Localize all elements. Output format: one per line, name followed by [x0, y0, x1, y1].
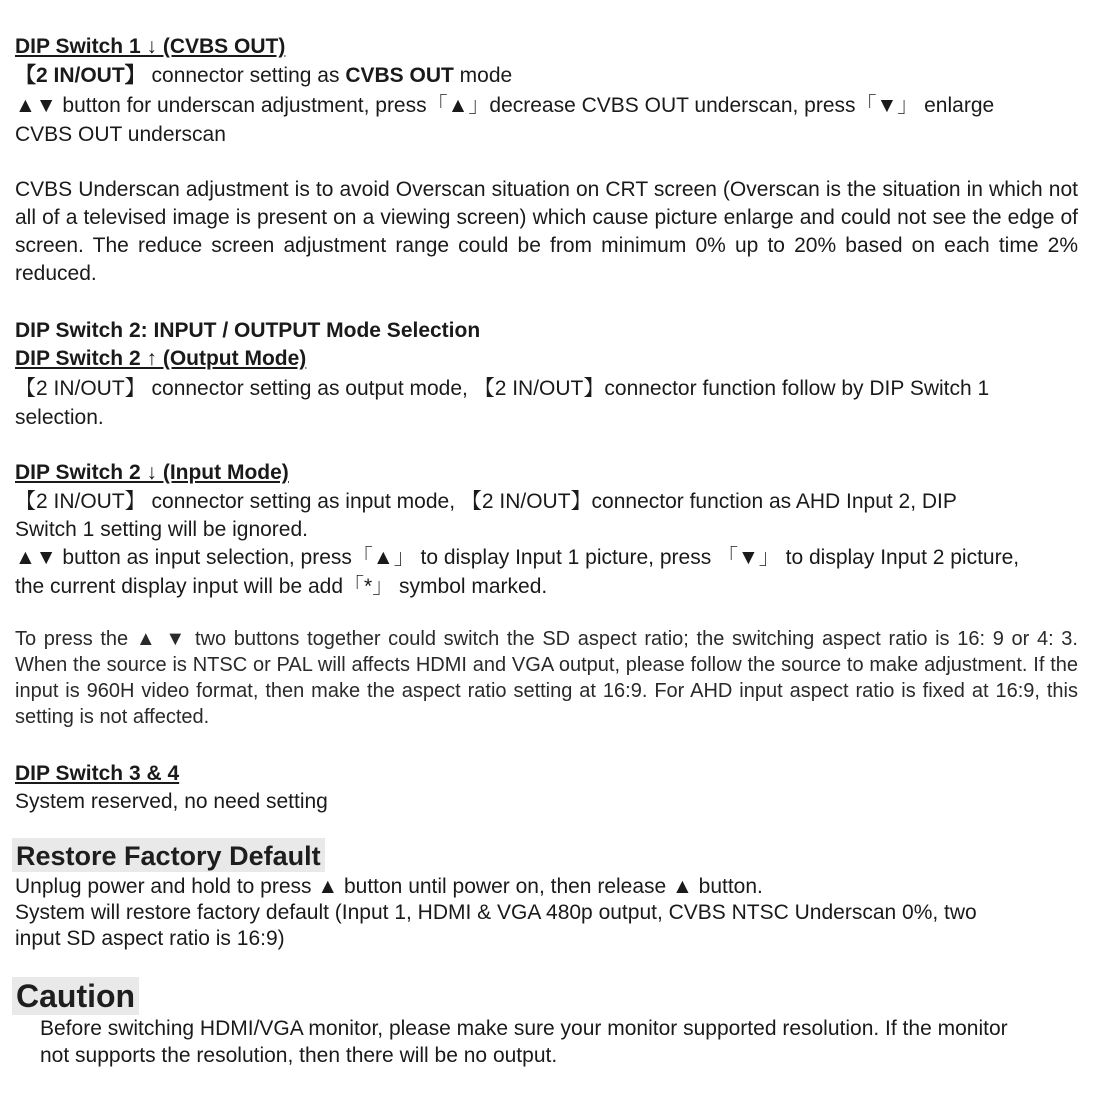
- mode-text: mode: [453, 64, 513, 87]
- input-mode-line-4: the current display input will be add「*」 symbol marked.: [15, 575, 548, 598]
- underscan-button-line-cont: CVBS OUT underscan: [15, 123, 226, 146]
- input-mode-line-1: 【2 IN/OUT】 connector setting as input mode, 【2 IN/OUT】connector function as AHD Input 2, DIP: [15, 490, 957, 513]
- connector-setting-text: connector setting as: [145, 64, 346, 87]
- caution-line-2: not supports the resolution, then there will be no output.: [40, 1044, 558, 1067]
- input-mode-line-3: ▲▼ button as input selection, press「▲」 to display Input 1 picture, press 「▼」 to display Input 2 picture,: [15, 546, 1020, 569]
- underscan-button-line: ▲▼ button for underscan adjustment, press「▲」decrease CVBS OUT underscan, press「▼」 enlarge: [15, 94, 995, 117]
- dip-switch-3-4-heading: DIP Switch 3 & 4: [15, 762, 180, 785]
- cvbs-out-mode: CVBS OUT: [345, 64, 454, 87]
- dip-switch-2-title: DIP Switch 2: INPUT / OUTPUT Mode Selection: [15, 319, 481, 342]
- dip-switch-2-output-heading: DIP Switch 2 ↑ (Output Mode): [15, 347, 307, 370]
- cvbs-underscan-paragraph: CVBS Underscan adjustment is to avoid Overscan situation on CRT screen (Overscan is the situation in which not all of a televised image is present on a viewing screen) which cause picture enlarge and could not see the edge of screen. The reduce screen adjustment range could be from minimum 0% up to 20% based on each time 2% reduced.: [15, 178, 1078, 285]
- dip-switch-1-heading: DIP Switch 1 ↓ (CVBS OUT): [15, 35, 286, 58]
- dip-switch-3-4-text: System reserved, no need setting: [15, 790, 328, 813]
- input-mode-line-2: Switch 1 setting will be ignored.: [15, 518, 308, 541]
- output-mode-line-1: 【2 IN/OUT】 connector setting as output mode, 【2 IN/OUT】connector function follow by DIP Switch 1: [15, 377, 990, 400]
- dip-switch-2-input-heading: DIP Switch 2 ↓ (Input Mode): [15, 461, 289, 484]
- output-mode-line-2: selection.: [15, 406, 104, 429]
- dip-switch-1-connector-line: [15, 62, 1092, 90]
- restore-line-3: input SD aspect ratio is 16:9): [15, 927, 285, 950]
- connector-label: 【2 IN/OUT】: [15, 64, 146, 87]
- aspect-ratio-paragraph: To press the ▲ ▼ two buttons together could switch the SD aspect ratio; the switching aspect ratio is 16: 9 or 4: 3. When the source is NTSC or PAL will affects HDMI and VGA output, please follow the source to make adjustment. If the input is 960H video format, then make the aspect ratio setting at 16:9. For AHD input aspect ratio is fixed at 16:9, this setting is not affected.: [15, 628, 1078, 728]
- caution-heading: Caution: [12, 977, 139, 1015]
- restore-factory-default-heading: Restore Factory Default: [12, 838, 325, 872]
- restore-line-1: Unplug power and hold to press ▲ button until power on, then release ▲ button.: [15, 875, 763, 898]
- restore-line-2: System will restore factory default (Input 1, HDMI & VGA 480p output, CVBS NTSC Underscan 0%, two: [15, 901, 977, 924]
- caution-line-1: Before switching HDMI/VGA monitor, please make sure your monitor supported resolution. If the monitor: [40, 1017, 1008, 1040]
